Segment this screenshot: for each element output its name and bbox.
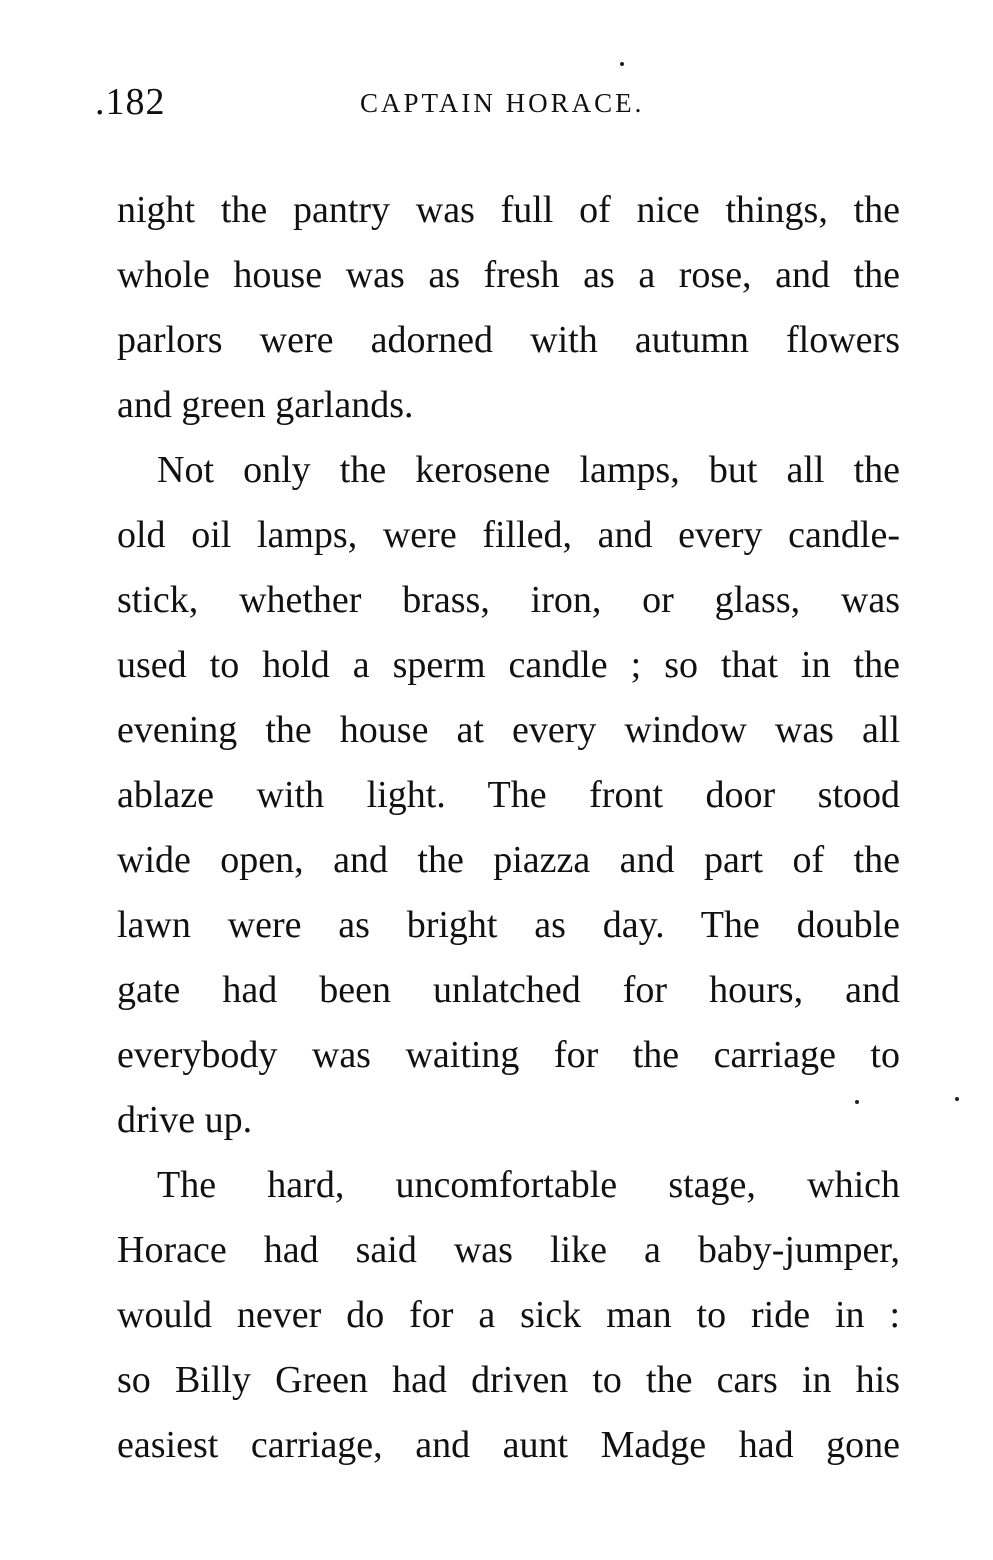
text-line: and green garlands. (117, 384, 414, 426)
text-line: used to hold a sperm candle ; so that in the (117, 644, 900, 686)
text-line: ablaze with light. The front door stood (117, 774, 900, 816)
text-line: would never do for a sick man to ride in : (117, 1294, 900, 1336)
text-line: easiest carriage, and aunt Madge had gone (117, 1424, 900, 1466)
text-line: evening the house at every window was all (117, 709, 900, 751)
print-speck (955, 1097, 959, 1101)
text-line: old oil lamps, were filled, and every candle- (117, 514, 900, 556)
text-line: drive up. (117, 1099, 253, 1141)
text-line: whole house was as fresh as a rose, and the (117, 254, 900, 296)
print-speck (855, 1100, 859, 1104)
page-body-text (117, 178, 900, 1478)
page-header (95, 80, 900, 130)
text-line: gate had been unlatched for hours, and (117, 969, 900, 1011)
text-line: everybody was waiting for the carriage to (117, 1034, 900, 1076)
text-line: Horace had said was like a baby-jumper, (117, 1229, 900, 1271)
text-line: The hard, uncomfortable stage, which (157, 1164, 900, 1206)
running-title: CAPTAIN HORACE. (360, 88, 645, 118)
text-line: night the pantry was full of nice things, the (117, 189, 900, 231)
text-line: so Billy Green had driven to the cars in his (117, 1359, 900, 1401)
text-line: wide open, and the piazza and part of the (117, 839, 900, 881)
page-number: .182 (95, 81, 166, 123)
text-line: Not only the kerosene lamps, but all the (157, 449, 900, 491)
print-speck (620, 62, 624, 66)
text-line: lawn were as bright as day. The double (117, 904, 900, 946)
text-line: parlors were adorned with autumn flowers (117, 319, 900, 361)
text-line: stick, whether brass, iron, or glass, was (117, 579, 900, 621)
